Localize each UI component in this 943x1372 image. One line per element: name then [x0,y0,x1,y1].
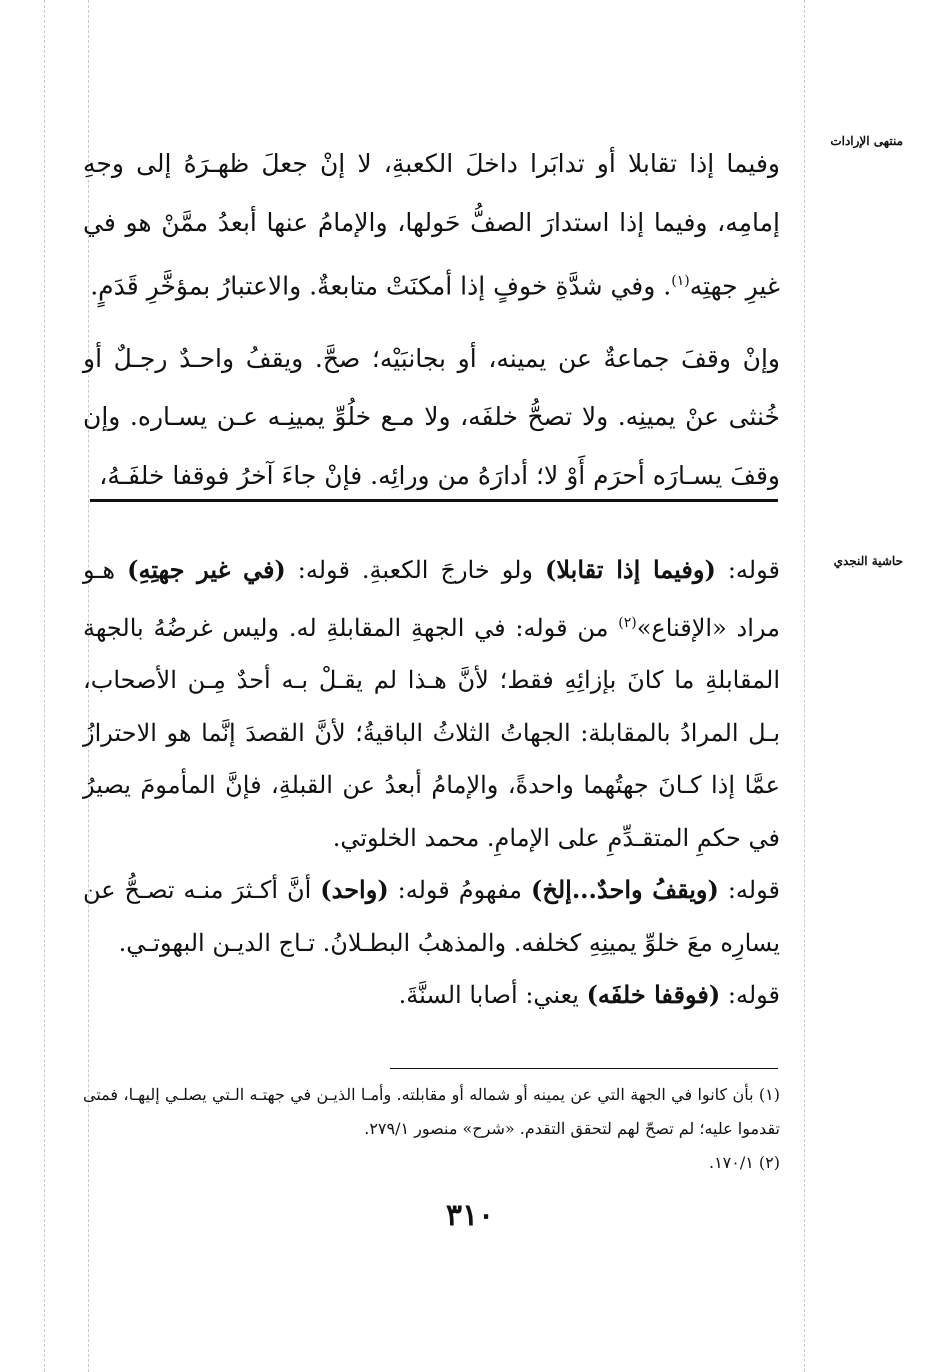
main-paragraph: وإنْ وقفَ جماعةٌ عن يمينه، أو بجانبَيْه؛ صحَّ. ويقفُ واحـدٌ رجـلٌ أو خُنثى عنْ يمينِه. ولا تصحُّ خلفَه، ولا مـع خلُوِّ يمينِـه عـن يسـاره. وإن وقفَ يسـارَه أحرَم أَوْ لا؛ أدارَهُ من ورائِه. فإنْ جاءَ آخرُ فوقفا خلفَـهُ، [83,343,780,490]
commentary-text: أنَّ أكـثرَ منـه تصـحُّ عن يسارِه معَ خلوِّ يمينِهِ كخلفه. والمذهبُ البطـلانُ. تـاج الديـن البهوتـي. [83,876,780,957]
footnote-2: (٢) ١٧٠/١. [708,1153,780,1172]
margin-guide-left [44,0,45,1372]
main-text [83,135,780,505]
commentary-intro: قوله: [727,556,780,584]
page-number: ٣١٠ [445,1198,495,1233]
commentary-quote: (وفيما إذا تقابلا) [545,555,716,584]
section-divider [90,499,778,502]
commentary-quote: (فوقفا خلفَه) [586,980,721,1009]
commentary-paragraph [83,969,780,1022]
commentary-text: من قوله: في الجهةِ المقابلةِ له. وليس غرضُهُ بالجهة المقابلةِ ما كانَ بإزائِهِ فقط؛ لأنَّ هـذا لم يقـلْ بـه أحدٌ مِـن الأصحاب، بـل المرادُ بالمقابلة: الجهاتُ الثلاثُ الباقيةُ؛ لأنَّ القصدَ إنَّما هو الاحترازُ عمَّا إذا كـانَ جهتُهما واحدةً، والإمامُ أبعدُ عن القبلةِ، فإنَّ المأمومَ يصيرُ في حكمِ المتقـدِّمِ على الإمامِ. محمد الخلوتي. [83,613,780,852]
commentary-quote: (ويقفُ واحدٌ...إلخ) [530,875,719,904]
commentary-text: هـو مراد «الإقناع» [83,556,780,642]
commentary-paragraph [83,544,780,864]
footnote-1: (١) بأن كانوا في الجهة التي عن يمينه أو شماله أو مقابلته. وأمـا الذيـن في جهتـه الـتي يصلـي إليهـا، فمتى تقدموا عليه؛ لم تصحّ لهم لتحقق التقدم. «شرح» منصور ٢٧٩/١. [83,1085,780,1138]
commentary-text: ولو خارجَ الكعبةِ. قوله: [297,556,533,584]
main-paragraph [83,135,780,316]
commentary-intro: قوله: [727,981,780,1009]
footnotes [83,1078,780,1180]
main-paragraph-text: . وفي شدَّةِ خوفٍ إذا أمكنَتْ متابعةٌ. والاعتبارُ بمؤخَّرِ قَدَمٍ. [90,271,672,301]
commentary-quote: (واحد) [320,875,389,904]
footnote-divider [390,1068,778,1069]
commentary-paragraph [83,864,780,969]
commentary-text: يعني: أصابا السنَّةَ. [398,981,579,1009]
commentary-quote: (في غير جهتِهِ) [127,555,286,584]
footnote-ref: (١) [671,273,690,289]
section-label-main: منتهى الإرادات [830,134,903,148]
main-paragraph-text: وفيما إذا تقابلا أو تدابَرا داخلَ الكعبةِ، لا إنْ جعلَ ظهـرَهُ إلى وجهِ إمامِه، وفيما إذا استدارَ الصفُّ حَولها، والإمامُ عنها أبعدُ ممَّنْ هو في غيرِ جهتِه [83,149,780,301]
commentary-text: مفهومُ قوله: [397,876,523,904]
footnote-ref: (٢) [618,614,637,631]
hashiya-text [83,544,780,1022]
section-label-hashiya: حاشية النجدي [833,554,903,568]
commentary-intro: قوله: [727,876,780,904]
margin-guide-right [804,0,805,1372]
